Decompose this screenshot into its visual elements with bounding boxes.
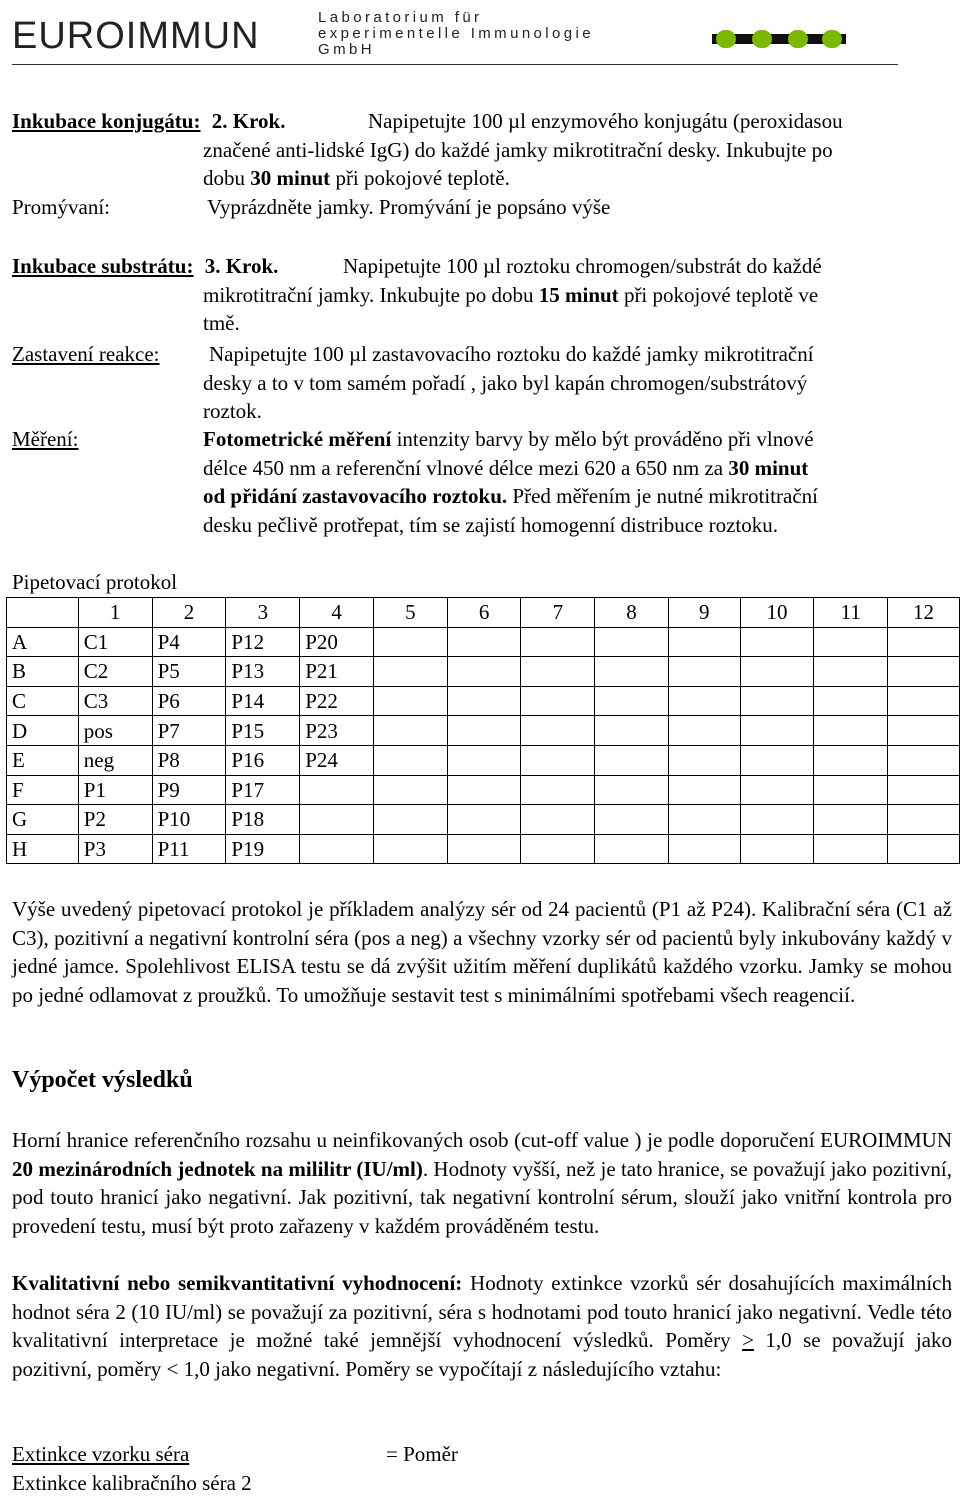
- measure-text-3b: Před měřením je nutné mikrotitrační: [507, 484, 818, 508]
- table-cell: [447, 686, 521, 716]
- table-cell: [740, 657, 814, 687]
- table-cell: [595, 834, 669, 864]
- table-cell: C2: [78, 657, 152, 687]
- lab-name-line-3: GmbH: [318, 41, 375, 58]
- substrate-step: 3. Krok.: [204, 254, 279, 278]
- table-cell: [447, 657, 521, 687]
- column-header: 2: [152, 598, 226, 628]
- stop-text-3: roztok.: [203, 399, 262, 423]
- results-p1-unit: 20 mezinárodních jednotek na mililitr (IU/ml): [12, 1156, 423, 1181]
- page-header: [0, 0, 960, 70]
- table-cell: [374, 834, 448, 864]
- table-cell: [888, 716, 960, 746]
- measure-label-text: Měření:: [12, 427, 79, 451]
- formula-numerator: [12, 1440, 271, 1469]
- table-cell: [521, 834, 595, 864]
- measure-bold-1: Fotometrické měření: [203, 427, 392, 451]
- table-cell: [668, 805, 740, 835]
- table-cell: [814, 657, 888, 687]
- row-header: B: [7, 657, 79, 687]
- table-cell: [740, 775, 814, 805]
- stop-label-text: Zastavení reakce:: [12, 342, 160, 366]
- table-cell: [668, 657, 740, 687]
- table-cell: [740, 834, 814, 864]
- conjugate-text-3: [203, 164, 953, 193]
- wash-label: Promývaní:: [12, 195, 110, 219]
- header-divider: [12, 64, 898, 65]
- table-cell: P14: [226, 686, 300, 716]
- measure-text-1: [203, 425, 953, 454]
- table-cell: [447, 627, 521, 657]
- table-cell: [447, 716, 521, 746]
- table-cell: [374, 657, 448, 687]
- substrate-text-2c: při pokojové teplotě ve: [618, 283, 819, 307]
- results-paragraph-1: [12, 1126, 952, 1240]
- conjugate-text-3a: dobu: [203, 166, 251, 190]
- table-cell: P15: [226, 716, 300, 746]
- row-header: G: [7, 805, 79, 835]
- table-cell: P16: [226, 745, 300, 775]
- table-cell: [888, 627, 960, 657]
- conjugate-text-3c: při pokojové teplotě.: [330, 166, 510, 190]
- table-cell: P2: [78, 805, 152, 835]
- stop-label: [12, 340, 160, 369]
- table-row: [7, 716, 960, 746]
- substrate-text-2: [203, 281, 953, 310]
- table-cell: [521, 745, 595, 775]
- table-cell: neg: [78, 745, 152, 775]
- table-cell: [595, 627, 669, 657]
- table-row: [7, 805, 960, 835]
- table-cell: P9: [152, 775, 226, 805]
- table-cell: [521, 775, 595, 805]
- table-row: [7, 686, 960, 716]
- results-p1c: . Hodnoty vyšší, než je tato hranice, se považují jako pozitivní, pod touto hranicí jako negativní. Jak pozitivní, tak negativní kontrolní sérum, slouží jako vnitřní kontrola pro provedení testu, musí být proto zařazeny v každém prováděném testu.: [12, 1156, 953, 1238]
- table-cell: P18: [226, 805, 300, 835]
- column-header: 11: [814, 598, 888, 628]
- row-header: F: [7, 775, 79, 805]
- table-cell: P19: [226, 834, 300, 864]
- table-cell: [374, 745, 448, 775]
- measure-text-3a: od přidání zastavovacího roztoku.: [203, 484, 508, 508]
- measure-text-4: desku pečlivě protřepat, tím se zajistí homogenní distribuce roztoku.: [203, 513, 779, 537]
- table-cell: pos: [78, 716, 152, 746]
- column-header: 10: [740, 598, 814, 628]
- table-cell: [595, 775, 669, 805]
- table-cell: P5: [152, 657, 226, 687]
- brand-logo: EUROIMMUN: [12, 15, 260, 57]
- protocol-title: Pipetovací protokol: [12, 570, 178, 594]
- row-header: E: [7, 745, 79, 775]
- table-cell: [814, 745, 888, 775]
- substrate-label-row: [12, 252, 278, 281]
- measure-duration: 30 minut: [728, 456, 809, 480]
- table-cell: [300, 834, 374, 864]
- table-cell: [447, 805, 521, 835]
- substrate-text-2a: mikrotitrační jamky. Inkubujte po dobu: [203, 283, 539, 307]
- table-cell: [595, 745, 669, 775]
- table-row: [7, 834, 960, 864]
- table-cell: [521, 686, 595, 716]
- table-cell: [374, 686, 448, 716]
- formula-numerator-text: Extinkce vzorku séra: [12, 1442, 190, 1466]
- table-cell: C3: [78, 686, 152, 716]
- table-cell: [374, 775, 448, 805]
- conjugate-step: 2. Krok.: [211, 109, 286, 133]
- table-cell: [888, 686, 960, 716]
- conjugate-label: Inkubace konjugátu:: [12, 109, 201, 133]
- measure-text-2: [203, 454, 953, 483]
- column-header: 7: [521, 598, 595, 628]
- table-cell: [668, 775, 740, 805]
- lab-name-line-2: experimentelle Immunologie: [318, 25, 594, 42]
- results-paragraph-2: [12, 1269, 952, 1383]
- wash-text: Vyprázdněte jamky. Promývání je popsáno výše: [207, 195, 611, 219]
- lab-name: [318, 10, 594, 58]
- table-cell: [814, 716, 888, 746]
- table-cell: [668, 627, 740, 657]
- column-header: 9: [668, 598, 740, 628]
- table-cell: [595, 657, 669, 687]
- table-cell: [814, 686, 888, 716]
- table-row: [7, 775, 960, 805]
- formula-result: = Poměr: [386, 1442, 458, 1466]
- results-p2d: 1,0 se považují jako pozitivní, poměry < 1,0 jako negativní. Poměry se vypočítají z následujícího vztahu:: [12, 1328, 952, 1381]
- table-cell: P7: [152, 716, 226, 746]
- column-header: 12: [888, 598, 960, 628]
- column-header: 8: [595, 598, 669, 628]
- table-cell: [521, 716, 595, 746]
- table-cell: [740, 686, 814, 716]
- table-cell: [740, 716, 814, 746]
- table-cell: [521, 657, 595, 687]
- conjugate-label-row: [12, 107, 285, 136]
- measure-text-1a: intenzity barvy by mělo být prováděno při vlnové: [391, 427, 814, 451]
- table-cell: [888, 805, 960, 835]
- table-row: [7, 745, 960, 775]
- row-header: H: [7, 834, 79, 864]
- table-cell: P17: [226, 775, 300, 805]
- row-header: C: [7, 686, 79, 716]
- substrate-text-3: tmě.: [203, 311, 240, 335]
- results-p1a: Horní hranice referenčního rozsahu u neinfikovaných osob (cut-off value ) je podle doporučení EUROIMMUN: [12, 1128, 952, 1152]
- table-cell: P22: [300, 686, 374, 716]
- table-cell: [668, 686, 740, 716]
- table-cell: [668, 745, 740, 775]
- logo-dot-bar-icon: [712, 30, 846, 48]
- formula-denominator: Extinkce kalibračního séra 2: [12, 1471, 252, 1495]
- table-cell: [447, 775, 521, 805]
- table-cell: [888, 657, 960, 687]
- table-cell: [521, 627, 595, 657]
- table-cell: [595, 716, 669, 746]
- table-row: [7, 657, 960, 687]
- table-corner-cell: [7, 598, 79, 628]
- table-cell: [300, 805, 374, 835]
- table-cell: P11: [152, 834, 226, 864]
- table-cell: [814, 627, 888, 657]
- table-cell: [814, 775, 888, 805]
- column-header: 4: [300, 598, 374, 628]
- stop-text-2: desky a to v tom samém pořadí , jako byl kapán chromogen/substrátový: [203, 371, 808, 395]
- table-cell: [668, 834, 740, 864]
- table-header-row: [7, 598, 960, 628]
- results-heading: Výpočet výsledků: [12, 1067, 193, 1093]
- row-header: A: [7, 627, 79, 657]
- row-header: D: [7, 716, 79, 746]
- results-p2-label: Kvalitativní nebo semikvantitativní vyhodnocení:: [12, 1271, 463, 1295]
- table-cell: [740, 745, 814, 775]
- table-cell: [888, 745, 960, 775]
- table-cell: P6: [152, 686, 226, 716]
- pipetting-protocol-table: [6, 597, 960, 864]
- column-header: 1: [78, 598, 152, 628]
- stop-text-1: Napipetujte 100 µl zastavovacího roztoku do každé jamky mikrotitrační: [209, 342, 814, 366]
- table-cell: [814, 805, 888, 835]
- table-cell: [814, 834, 888, 864]
- table-cell: [595, 805, 669, 835]
- table-cell: P12: [226, 627, 300, 657]
- table-cell: P24: [300, 745, 374, 775]
- conjugate-duration: 30 minut: [250, 166, 331, 190]
- table-cell: P3: [78, 834, 152, 864]
- conjugate-text-2: značené anti-lidské IgG) do každé jamky mikrotitrační desky. Inkubujte po: [203, 138, 833, 162]
- table-cell: [374, 627, 448, 657]
- table-cell: P20: [300, 627, 374, 657]
- measure-text-2a: délce 450 nm a referenční vlnové délce mezi 620 a 650 nm za: [203, 456, 729, 480]
- measure-text-3: [203, 482, 953, 511]
- table-cell: [447, 745, 521, 775]
- table-cell: [888, 775, 960, 805]
- table-cell: [740, 627, 814, 657]
- table-cell: [447, 834, 521, 864]
- table-cell: [300, 775, 374, 805]
- protocol-note: Výše uvedený pipetovací protokol je příkladem analýzy sér od 24 pacientů (P1 až P24). Kalibrační séra (C1 až C3), pozitivní a negativní kontrolní séra (pos a neg) a všechny vzorky sér od pacientů byly inkubovány každý v jedné jamce. Spolehlivost ELISA testu se dá zvýšit užitím měření duplikátů každého vzorku. Jamky se mohou po jedné odlamovat z proužků. To umožňuje sestavit test s minimálními spotřebami všech reagencií.: [12, 897, 952, 1007]
- substrate-text-1: Napipetujte 100 µl roztoku chromogen/substrát do každé: [343, 254, 822, 278]
- table-cell: P4: [152, 627, 226, 657]
- table-cell: P1: [78, 775, 152, 805]
- table-cell: P8: [152, 745, 226, 775]
- table-cell: P23: [300, 716, 374, 746]
- table-cell: [521, 805, 595, 835]
- substrate-duration: 15 minut: [538, 283, 619, 307]
- conjugate-text-1: Napipetujte 100 µl enzymového konjugátu (peroxidasou: [368, 109, 843, 133]
- table-cell: [740, 805, 814, 835]
- table-cell: [668, 716, 740, 746]
- table-cell: P21: [300, 657, 374, 687]
- substrate-label: Inkubace substrátu:: [12, 254, 194, 278]
- column-header: 5: [374, 598, 448, 628]
- table-cell: [595, 686, 669, 716]
- table-cell: [374, 716, 448, 746]
- results-p2-ge-sign: >: [742, 1328, 754, 1353]
- table-cell: P13: [226, 657, 300, 687]
- column-header: 6: [447, 598, 521, 628]
- measure-label: [12, 425, 78, 454]
- lab-name-line-1: Laboratorium für: [318, 9, 483, 26]
- column-header: 3: [226, 598, 300, 628]
- table-cell: [374, 805, 448, 835]
- table-cell: [888, 834, 960, 864]
- table-row: [7, 627, 960, 657]
- results-p2b: Hodnoty extinkce vzorků sér dosahujících maximálních hodnot séra 2 (10 IU/ml) se považují za pozitivní, séra s hodnotami pod touto hranicí jako negativní. Vedle této kvalitativní interpretace je možné také jemnější vyhodnocení výsledků. Poměry: [12, 1271, 952, 1353]
- table-cell: P10: [152, 805, 226, 835]
- table-cell: C1: [78, 627, 152, 657]
